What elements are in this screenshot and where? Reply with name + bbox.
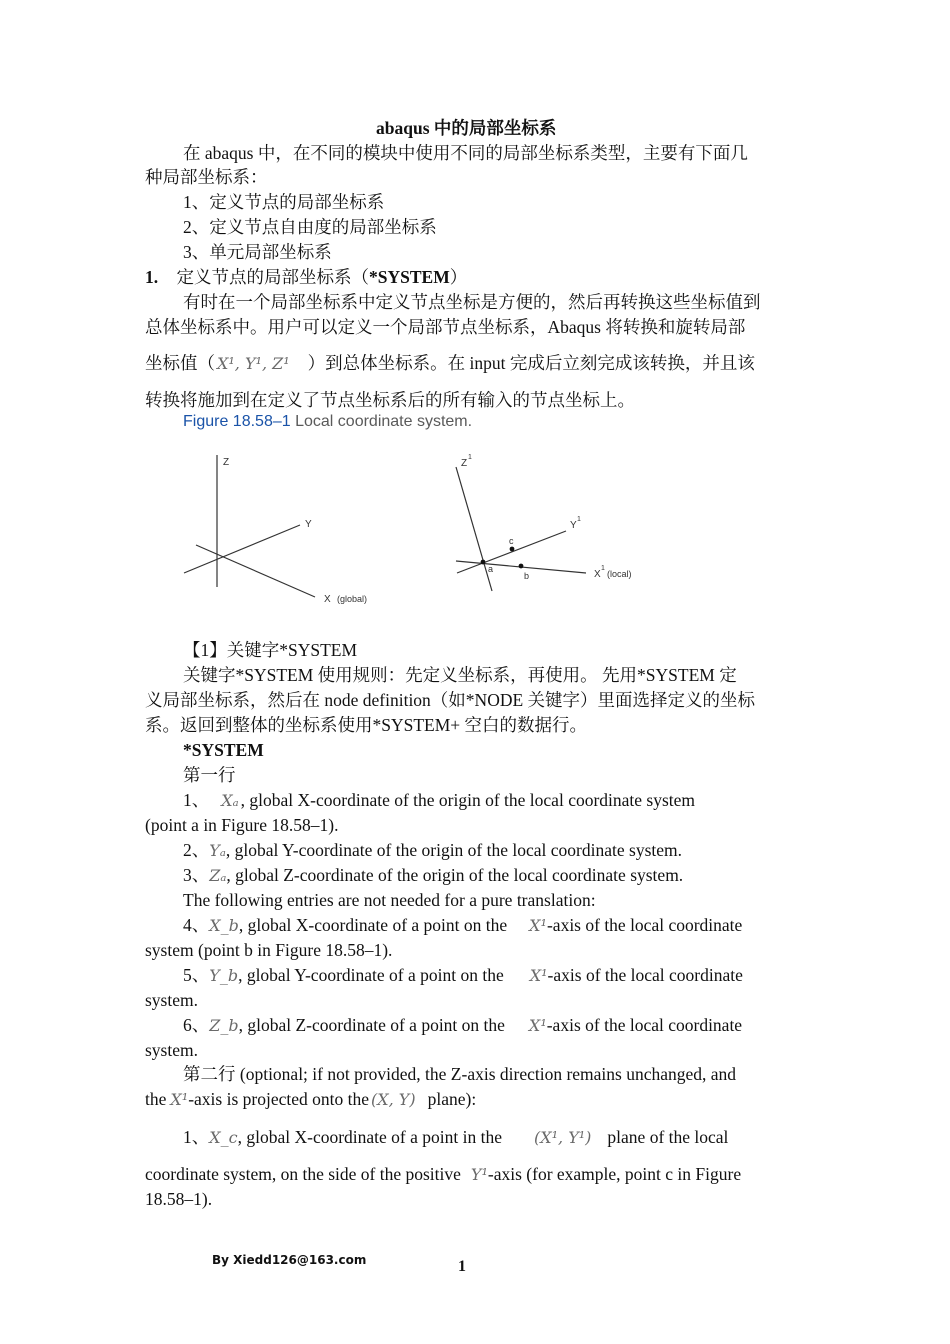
- point-c-label: c: [509, 536, 514, 546]
- entry-number: 4、: [183, 915, 210, 935]
- math-y1: Y¹: [470, 1165, 488, 1184]
- figure-caption: [183, 413, 472, 431]
- paragraph-line: 总体坐标系中。用户可以定义一个局部节点坐标系，Abaqus 将转换和旋转局部: [145, 317, 746, 337]
- text-run: 坐标值（: [145, 353, 215, 373]
- entry-number: 1、: [183, 790, 210, 810]
- paragraph-line: 关键字*SYSTEM 使用规则：先定义坐标系，再使用。 先用*SYSTEM 定: [183, 665, 737, 685]
- entry-number: 6、: [183, 1015, 210, 1035]
- entry-row: [183, 864, 683, 887]
- entry-text: , global Z-coordinate of a point on the: [238, 1015, 505, 1035]
- global-z-label: Z: [223, 457, 230, 468]
- note-line: The following entries are not needed for a pure translation:: [183, 890, 596, 910]
- entry-text: -axis of the local coordinate: [546, 1015, 743, 1035]
- math-xa: Xₐ: [221, 791, 239, 810]
- math-za: Zₐ: [209, 866, 227, 885]
- entry-row: [183, 789, 695, 812]
- point-a-label: a: [488, 564, 494, 574]
- list-item: 2、定义节点自由度的局部坐标系: [183, 217, 437, 237]
- local-z-label: Z: [461, 458, 468, 469]
- math-x1: X¹: [529, 966, 548, 985]
- entry-text: , global Z-coordinate of the origin of the local coordinate system.: [226, 865, 684, 885]
- math-xy: (X, Y): [371, 1090, 416, 1109]
- local-system: [456, 467, 586, 591]
- intro-line: 种局部坐标系：: [145, 167, 268, 187]
- keyword-heading: *SYSTEM: [183, 740, 264, 760]
- global-y-label: Y: [305, 519, 312, 530]
- figure-number: Figure 18.58–1: [183, 413, 291, 430]
- page-number: 1: [458, 1258, 466, 1275]
- entry-row: [183, 1014, 742, 1037]
- text-run: plane):: [427, 1089, 477, 1109]
- entry-number: 3、: [183, 865, 210, 885]
- paragraph-line: 义局部坐标系，然后在 node definition（如*NODE 关键字）里面选择定义的坐标: [145, 690, 756, 710]
- point-b: [519, 564, 524, 569]
- entry-text: -axis of the local coordinate: [547, 965, 743, 985]
- paragraph-line: [145, 1088, 476, 1111]
- text-run: the: [145, 1089, 167, 1109]
- section-text: 定义节点的局部坐标系（: [176, 267, 369, 287]
- section-heading: [145, 266, 467, 288]
- entry-continuation: 18.58–1).: [145, 1189, 213, 1209]
- entry-number: 5、: [183, 965, 210, 985]
- global-system: [184, 455, 315, 597]
- second-line-label: 第二行 (optional; if not provided, the Z-axis direction remains unchanged, and: [183, 1064, 737, 1084]
- figure-caption-text: Local coordinate system.: [295, 413, 473, 430]
- local-z-axis: [456, 467, 492, 591]
- entry-continuation: system.: [145, 1040, 198, 1060]
- text-run: ）到总体坐标系。在 input 完成后立刻完成该转换，并且该: [307, 353, 755, 373]
- entry-row: [183, 964, 743, 987]
- list-item: 1、定义节点的局部坐标系: [183, 192, 385, 212]
- section-number: 1.: [145, 267, 159, 287]
- entry-text: -axis of the local coordinate: [546, 915, 743, 935]
- local-x-sup: 1: [601, 565, 605, 572]
- entry-continuation: system.: [145, 990, 198, 1010]
- entry-row: [183, 1126, 728, 1149]
- section-end: ）: [449, 267, 468, 287]
- entry-text: , global X-coordinate of a point on the: [238, 915, 508, 935]
- local-y-label: Y: [570, 520, 577, 531]
- entry-number: 2、: [183, 840, 210, 860]
- text-run: -axis (for example, point c in Figure: [487, 1164, 742, 1184]
- point-a: [481, 560, 486, 565]
- local-y-sup: 1: [577, 516, 581, 523]
- math-x1y1z1: X¹, Y¹, Z¹: [217, 354, 290, 373]
- entry-text: , global Y-coordinate of a point on the: [238, 965, 504, 985]
- entry-text: plane of the local: [607, 1127, 729, 1147]
- entry-row: [183, 914, 742, 937]
- entry-text: , global Y-coordinate of the origin of the local coordinate system.: [225, 840, 682, 860]
- first-line-label: 第一行: [183, 765, 236, 785]
- local-x-label: X: [594, 569, 601, 580]
- paragraph-line: 有时在一个局部坐标系中定义节点坐标是方便的，然后再转换这些坐标值到: [183, 292, 761, 312]
- paragraph-line: 转换将施加到在定义了节点坐标系后的所有输入的节点坐标上。: [145, 390, 635, 410]
- global-x-label: X: [324, 594, 331, 605]
- entry-number: 1、: [183, 1127, 210, 1147]
- text-run: -axis is projected onto the: [188, 1089, 369, 1109]
- global-y-axis: [184, 525, 300, 573]
- coordinate-figure: [170, 445, 650, 615]
- local-z-sup: 1: [468, 454, 472, 461]
- entry-continuation: (point a in Figure 18.58–1).: [145, 815, 339, 835]
- entry-continuation: [145, 1163, 741, 1186]
- local-x-note: (local): [607, 569, 632, 579]
- global-x-axis: [196, 545, 315, 597]
- math-yb: Y_b: [209, 966, 239, 985]
- math-ya: Yₐ: [209, 841, 226, 860]
- point-b-label: b: [524, 571, 530, 581]
- entry-text: , global X-coordinate of a point in the: [237, 1127, 502, 1147]
- list-item: 3、单元局部坐标系: [183, 242, 332, 262]
- page-title: abaqus 中的局部坐标系: [376, 118, 557, 138]
- math-zb: Z_b: [209, 1016, 239, 1035]
- math-xc: X_c: [209, 1128, 238, 1147]
- entry-continuation: system (point b in Figure 18.58–1).: [145, 940, 393, 960]
- text-run: coordinate system, on the side of the positive: [145, 1164, 461, 1184]
- global-x-note: (global): [337, 594, 368, 604]
- math-x1: X¹: [529, 916, 547, 935]
- entry-row: [183, 839, 682, 862]
- subsection-heading: 【1】关键字*SYSTEM: [183, 640, 358, 660]
- section-keyword: *SYSTEM: [369, 267, 450, 287]
- math-x1: X¹: [170, 1090, 189, 1109]
- paragraph-line: [145, 352, 755, 375]
- math-x1: X¹: [528, 1016, 547, 1035]
- paragraph-line: 系。返回到整体的坐标系使用*SYSTEM+ 空白的数据行。: [145, 715, 588, 735]
- math-xb: X_b: [209, 916, 239, 935]
- footer-author: By Xiedd126@163.com: [212, 1253, 367, 1267]
- math-x1y1: (X¹, Y¹): [533, 1128, 592, 1147]
- intro-line: 在 abaqus 中，在不同的模块中使用不同的局部坐标系类型，主要有下面几: [183, 143, 748, 163]
- entry-text: , global X-coordinate of the origin of the local coordinate system: [240, 790, 696, 810]
- point-c: [510, 547, 515, 552]
